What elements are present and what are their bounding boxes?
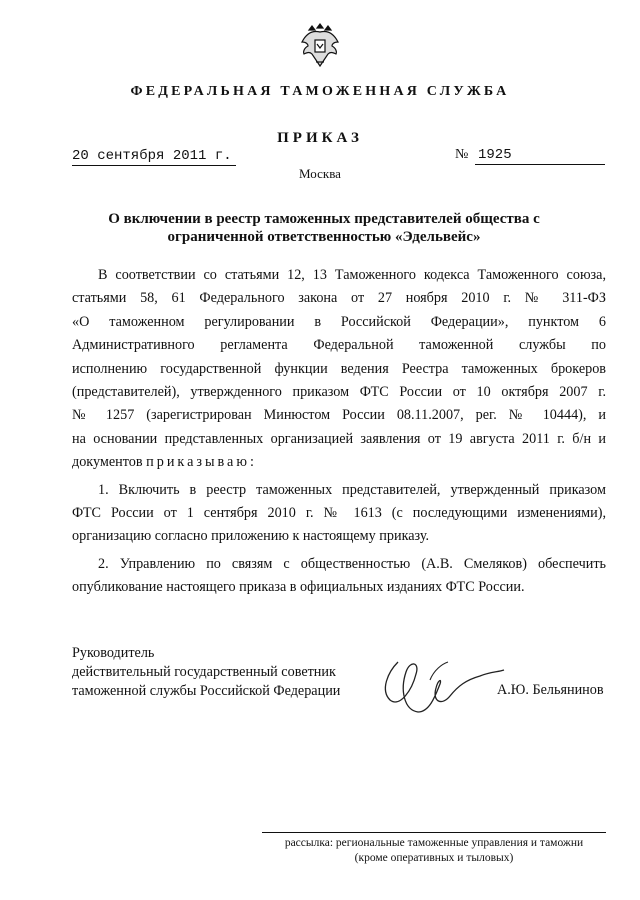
number-underline <box>475 164 605 165</box>
city: Москва <box>299 166 341 181</box>
signatory-line: таможенной службы Российской Федерации <box>72 683 341 699</box>
body-line-text: документов <box>72 454 147 471</box>
document-body <box>72 264 606 600</box>
body-line: № 1257 (зарегистрирован Минюстом России 08.11.2007, рег. № 10444), и <box>72 407 606 424</box>
item-2-line: опубликование настоящего приказа в официальных изданиях ФТС России. <box>72 579 525 596</box>
coat-of-arms-icon <box>298 20 342 70</box>
body-line: на основании представленных организацией заявления от 19 августа 2011 г. б/н и <box>72 430 606 447</box>
item-1-line: организацию согласно приложению к настоящему приказу. <box>72 528 430 545</box>
handwritten-signature <box>370 650 510 722</box>
signatory-line: Руководитель <box>72 645 155 661</box>
signatory-title <box>72 644 340 701</box>
distribution-list <box>262 836 606 866</box>
body-line <box>72 451 606 474</box>
body-line: «О таможенном регулировании в Российской Федерации», пунктом 6 <box>72 313 606 330</box>
distribution-line: (кроме оперативных и тыловых) <box>354 852 514 864</box>
item-1-line: 1. Включить в реестр таможенных представителей, утвержденный приказом <box>98 481 606 498</box>
document-date: 20 сентября 2011 г. <box>72 148 236 166</box>
body-line: В соответствии со статьями 12, 13 Таможенного кодекса Таможенного союза, <box>98 267 606 283</box>
signatory-line: действительный государственный советник <box>72 664 336 680</box>
number-label: № <box>455 147 469 162</box>
item-2-line: 2. Управлению по связям с общественностью (А.В. Смеляков) обеспечить <box>98 555 606 572</box>
distribution-divider <box>262 832 606 833</box>
signatory-name: А.Ю. Бельянинов <box>497 682 604 698</box>
item-1-line: ФТС России от 1 сентября 2010 г. № 1613 (с последующими изменениями), <box>72 505 606 522</box>
document-title: О включении в реестр таможенных представителей общества с ограниченной ответственностью «Эдельвейс» <box>108 211 540 245</box>
document-type: ПРИКАЗ <box>277 130 363 146</box>
body-line: статьями 58, 61 Федерального закона от 27 ноября 2010 г. № 311-ФЗ <box>72 290 606 307</box>
agency-name: ФЕДЕРАЛЬНАЯ ТАМОЖЕННАЯ СЛУЖБА <box>130 84 510 99</box>
document-number: 1925 <box>478 147 512 163</box>
body-line: исполнению государственной функции ведения Реестра таможенных брокеров <box>72 360 606 377</box>
body-line: Административного регламента Федеральной таможенной службы по <box>72 337 606 354</box>
order-keyword: приказываю: <box>146 454 257 471</box>
distribution-line: рассылка: региональные таможенные управления и таможни <box>284 837 584 849</box>
body-line: (представителей), утвержденного приказом ФТС России от 10 октября 2007 г. <box>72 384 606 401</box>
